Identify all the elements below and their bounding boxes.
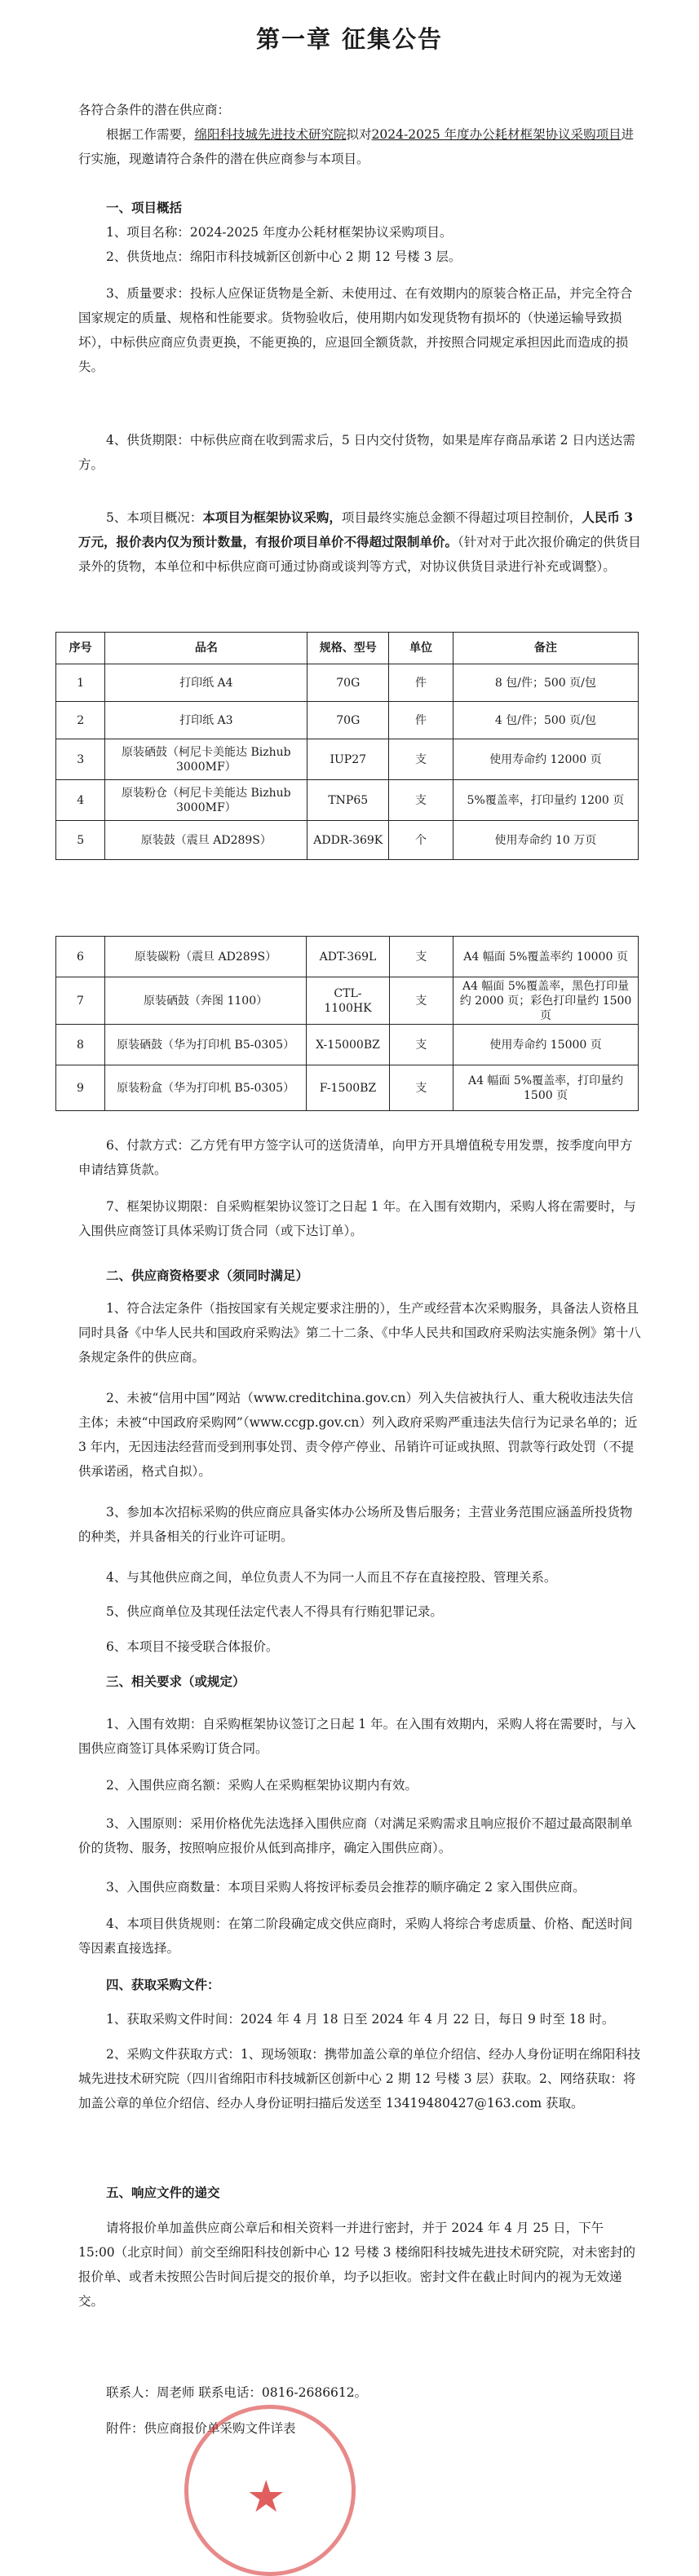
sec1-item-5-label: 5、本项目概况： bbox=[106, 510, 203, 525]
intro-text-2: 拟对 bbox=[346, 127, 372, 142]
cell-model: TNP65 bbox=[307, 780, 389, 821]
cell-name: 原装碳粉（震旦 AD289S） bbox=[104, 937, 307, 977]
cell-note: 5%覆盖率，打印量约 1200 页 bbox=[453, 780, 638, 821]
spec-table-part-2 bbox=[55, 936, 639, 1111]
cell-no: 9 bbox=[56, 1065, 105, 1111]
sec1-item-1: 1、项目名称：2024-2025 年度办公耗材框架协议采购项目。 bbox=[106, 225, 453, 240]
sec3-item-1: 1、入围有效期：自采购框架协议签订之日起 1 年。在入围有效期内，采购人将在需要时，与入围供应商签订具体采购订货合同。 bbox=[78, 1717, 636, 1756]
intro-text-3: 进行实施，现邀请符合条件的潜在供应商参与本项目。 bbox=[78, 127, 635, 166]
cell-model: F-1500BZ bbox=[307, 1065, 389, 1111]
table-row bbox=[56, 937, 639, 977]
cell-unit: 支 bbox=[389, 780, 453, 821]
sec3-item-2: 2、入围供应商名额：采购人在采购框架协议期内有效。 bbox=[106, 1778, 418, 1793]
sec4-item-2: 2、采购文件获取方式：1、现场领取：携带加盖公章的单位介绍信、经办人身份证明在绵阳科技城先进技术研究院（四川省绵阳市科技城新区创新中心 2 期 12 号楼 3 层）获取。2、网络获取：将加盖公章的单位介绍信、经办人身份证明扫描后发送至 13419480427@163.com 获取。 bbox=[78, 2047, 641, 2111]
sec1-item-5-note: （针对对于此次报价确定的供货目录外的货物，本单位和中标供应商可通过协商或谈判等方式，对协议供货目录进行补充或调整）。 bbox=[78, 535, 641, 574]
sec5-paragraph: 请将报价单加盖供应商公章后和相关资料一并进行密封，并于 2024 年 4 月 25 日，下午 15:00（北京时间）前交至绵阳科技创新中心 12 号楼 3 楼绵阳科技城先进技术研究院，对未密封的报价单、或者未按照公告时间后提交的报价单，均予以拒收。密封文件在截止时间内的视为无效递交。 bbox=[78, 2221, 635, 2309]
table-row bbox=[56, 1025, 639, 1065]
cell-model: 70G bbox=[307, 702, 389, 739]
table-header-row bbox=[56, 633, 639, 664]
sec1-item-7: 7、框架协议期限：自采购框架协议签订之日起 1 年。在入围有效期内，采购人将在需要时，与入围供应商签订具体采购订货合同（或下达订单）。 bbox=[78, 1199, 636, 1238]
cell-name: 原装硒鼓（华为打印机 B5-0305） bbox=[104, 1025, 307, 1065]
sec1-item-5-mid: 项目最终实施总金额不得超过项目控制价， bbox=[341, 510, 582, 525]
cell-unit: 支 bbox=[389, 977, 453, 1025]
sec2-item-6: 6、本项目不接受联合体报价。 bbox=[106, 1639, 279, 1654]
cell-note: 使用寿命约 10 万页 bbox=[453, 821, 638, 860]
table-row bbox=[56, 739, 639, 780]
intro-project-link[interactable]: 2024-2025 年度办公耗材框架协议采购项目 bbox=[371, 127, 622, 142]
cell-note: A4 幅面 5%覆盖率，黑色打印量约 2000 页；彩色打印量约 1500 页 bbox=[453, 977, 639, 1025]
cell-unit: 个 bbox=[389, 821, 453, 860]
cell-model: ADDR-369K bbox=[307, 821, 389, 860]
cell-no: 3 bbox=[56, 739, 105, 780]
cell-no: 8 bbox=[56, 1025, 105, 1065]
spec-table-part-1 bbox=[55, 632, 639, 860]
cell-unit: 件 bbox=[389, 664, 453, 702]
page-title: 第一章 征集公告 bbox=[255, 25, 444, 53]
header-model: 规格、型号 bbox=[307, 633, 389, 664]
sec2-item-5: 5、供应商单位及其现任法定代表人不得具有行贿犯罪记录。 bbox=[106, 1604, 443, 1619]
cell-unit: 支 bbox=[389, 937, 453, 977]
cell-name: 原装硒鼓（奔图 1100） bbox=[104, 977, 307, 1025]
cell-unit: 件 bbox=[389, 702, 453, 739]
cell-model: ADT-369L bbox=[307, 937, 389, 977]
cell-note: 使用寿命约 15000 页 bbox=[453, 1025, 639, 1065]
cell-note: 8 包/件；500 页/包 bbox=[453, 664, 638, 702]
header-no: 序号 bbox=[56, 633, 105, 664]
section-1-heading: 一、项目概括 bbox=[106, 200, 183, 215]
cell-name: 原装粉盒（华为打印机 B5-0305） bbox=[104, 1065, 307, 1111]
sec2-item-4: 4、与其他供应商之间，单位负责人不为同一人而且不存在直接控股、管理关系。 bbox=[106, 1570, 557, 1585]
greeting: 各符合条件的潜在供应商： bbox=[78, 103, 231, 117]
section-2-heading: 二、供应商资格要求（须同时满足） bbox=[106, 1268, 309, 1283]
sec1-item-6: 6、付款方式：乙方凭有甲方签字认可的送货清单，向甲方开具增值税专用发票，按季度向甲方申请结算货款。 bbox=[78, 1138, 633, 1177]
header-note: 备注 bbox=[453, 633, 638, 664]
cell-note: A4 幅面 5%覆盖率，打印量约 1500 页 bbox=[453, 1065, 639, 1111]
cell-unit: 支 bbox=[389, 1065, 453, 1111]
cell-name: 打印纸 A3 bbox=[105, 702, 307, 739]
cell-model: CTL-1100HK bbox=[307, 977, 389, 1025]
attachment-line: 附件：供应商报价单采购文件详表 bbox=[106, 2421, 296, 2436]
header-name: 品名 bbox=[105, 633, 307, 664]
sec1-item-5-bold-1: 本项目为框架协议采购， bbox=[202, 509, 342, 525]
sec1-item-2: 2、供货地点：绵阳市科技城新区创新中心 2 期 12 号楼 3 层。 bbox=[106, 249, 462, 264]
cell-no: 6 bbox=[56, 937, 105, 977]
section-5-heading: 五、响应文件的递交 bbox=[106, 2185, 220, 2200]
sec1-item-5 bbox=[78, 505, 641, 579]
sec3-item-4: 3、入围供应商数量：本项目采购人将按评标委员会推荐的顺序确定 2 家入围供应商。 bbox=[106, 1880, 586, 1895]
cell-unit: 支 bbox=[389, 1025, 453, 1065]
cell-no: 7 bbox=[56, 977, 105, 1025]
table-row bbox=[56, 821, 639, 860]
cell-note: A4 幅面 5%覆盖率约 10000 页 bbox=[453, 937, 639, 977]
table-row bbox=[56, 1065, 639, 1111]
cell-model: 70G bbox=[307, 664, 389, 702]
cell-model: IUP27 bbox=[307, 739, 389, 780]
seal-star-icon: ★ bbox=[246, 2471, 286, 2522]
cell-name: 打印纸 A4 bbox=[105, 664, 307, 702]
cell-unit: 支 bbox=[389, 739, 453, 780]
table-row bbox=[56, 977, 639, 1025]
sec3-item-3: 3、入围原则：采用价格优先法选择入围供应商（对满足采购需求且响应报价不超过最高限制单价的货物、服务，按照响应报价从低到高排序，确定入围供应商）。 bbox=[78, 1816, 633, 1855]
sec2-item-2: 2、未被“信用中国”网站（www.creditchina.gov.cn）列入失信被执行人、重大税收违法失信主体；未被“中国政府采购网”（www.ccgp.gov.cn）列入政府采购严重违法失信行为记录名单的；近 3 年内，无因违法经营而受到刑事处罚、责令停产停业、吊销许可证或执照、罚款等行政处罚（不提供承诺函，格式自拟）。 bbox=[78, 1391, 638, 1479]
cell-no: 5 bbox=[56, 821, 105, 860]
intro-text-1: 根据工作需要， bbox=[106, 127, 195, 142]
cell-note: 使用寿命约 12000 页 bbox=[453, 739, 638, 780]
cell-name: 原装鼓（震旦 AD289S） bbox=[105, 821, 307, 860]
sec2-item-3: 3、参加本次招标采购的供应商应具备实体办公场所及售后服务；主营业务范围应涵盖所投货物的种类，并具备相关的行业许可证明。 bbox=[78, 1505, 633, 1544]
cell-no: 4 bbox=[56, 780, 105, 821]
table-row bbox=[56, 664, 639, 702]
sec1-item-4: 4、供货期限：中标供应商在收到需求后，5 日内交付货物，如果是库存商品承诺 2 日内送达需方。 bbox=[78, 433, 635, 472]
section-3-heading: 三、相关要求（或规定） bbox=[106, 1674, 246, 1689]
table-row bbox=[56, 702, 639, 739]
sec4-item-1: 1、获取采购文件时间：2024 年 4 月 18 日至 2024 年 4 月 22 日，每日 9 时至 18 时。 bbox=[106, 2012, 615, 2027]
cell-name: 原装硒鼓（柯尼卡美能达 Bizhub 3000MF） bbox=[105, 739, 307, 780]
sec1-item-3: 3、质量要求：投标人应保证货物是全新、未使用过、在有效期内的原装合格正品，并完全符合国家规定的质量、规格和性能要求。货物验收后，使用期内如发现货物有损坏的（快递运输导致损坏），中标供应商应负责更换，不能更换的，应退回全额货款，并按照合同规定承担因此而造成的损失。 bbox=[78, 286, 633, 374]
cell-no: 1 bbox=[56, 664, 105, 702]
intro-org-link[interactable]: 绵阳科技城先进技术研究院 bbox=[194, 127, 347, 142]
cell-note: 4 包/件；500 页/包 bbox=[453, 702, 638, 739]
table-row bbox=[56, 780, 639, 821]
contact-line: 联系人：周老师 联系电话：0816-2686612。 bbox=[106, 2385, 368, 2400]
intro-paragraph bbox=[78, 122, 641, 171]
cell-name: 原装粉仓（柯尼卡美能达 Bizhub 3000MF） bbox=[105, 780, 307, 821]
header-unit: 单位 bbox=[389, 633, 453, 664]
cell-model: X-15000BZ bbox=[307, 1025, 389, 1065]
sec2-item-1: 1、符合法定条件（指按国家有关规定要求注册的），生产或经营本次采购服务，具备法人资格且同时具备《中华人民共和国政府采购法》第二十二条、《中华人民共和国政府采购法实施条例》第十八条规定条件的供应商。 bbox=[78, 1301, 641, 1365]
section-4-heading: 四、获取采购文件： bbox=[106, 1977, 220, 1992]
sec3-item-5: 4、本项目供货规则：在第二阶段确定成交供应商时，采购人将综合考虑质量、价格、配送时间等因素直接选择。 bbox=[78, 1917, 633, 1956]
cell-no: 2 bbox=[56, 702, 105, 739]
sec1-item-5-bold-2: 人民币 3 万元，报价表内仅为预计数量，有报价项目单价不得超过限制单价。 bbox=[78, 509, 634, 549]
